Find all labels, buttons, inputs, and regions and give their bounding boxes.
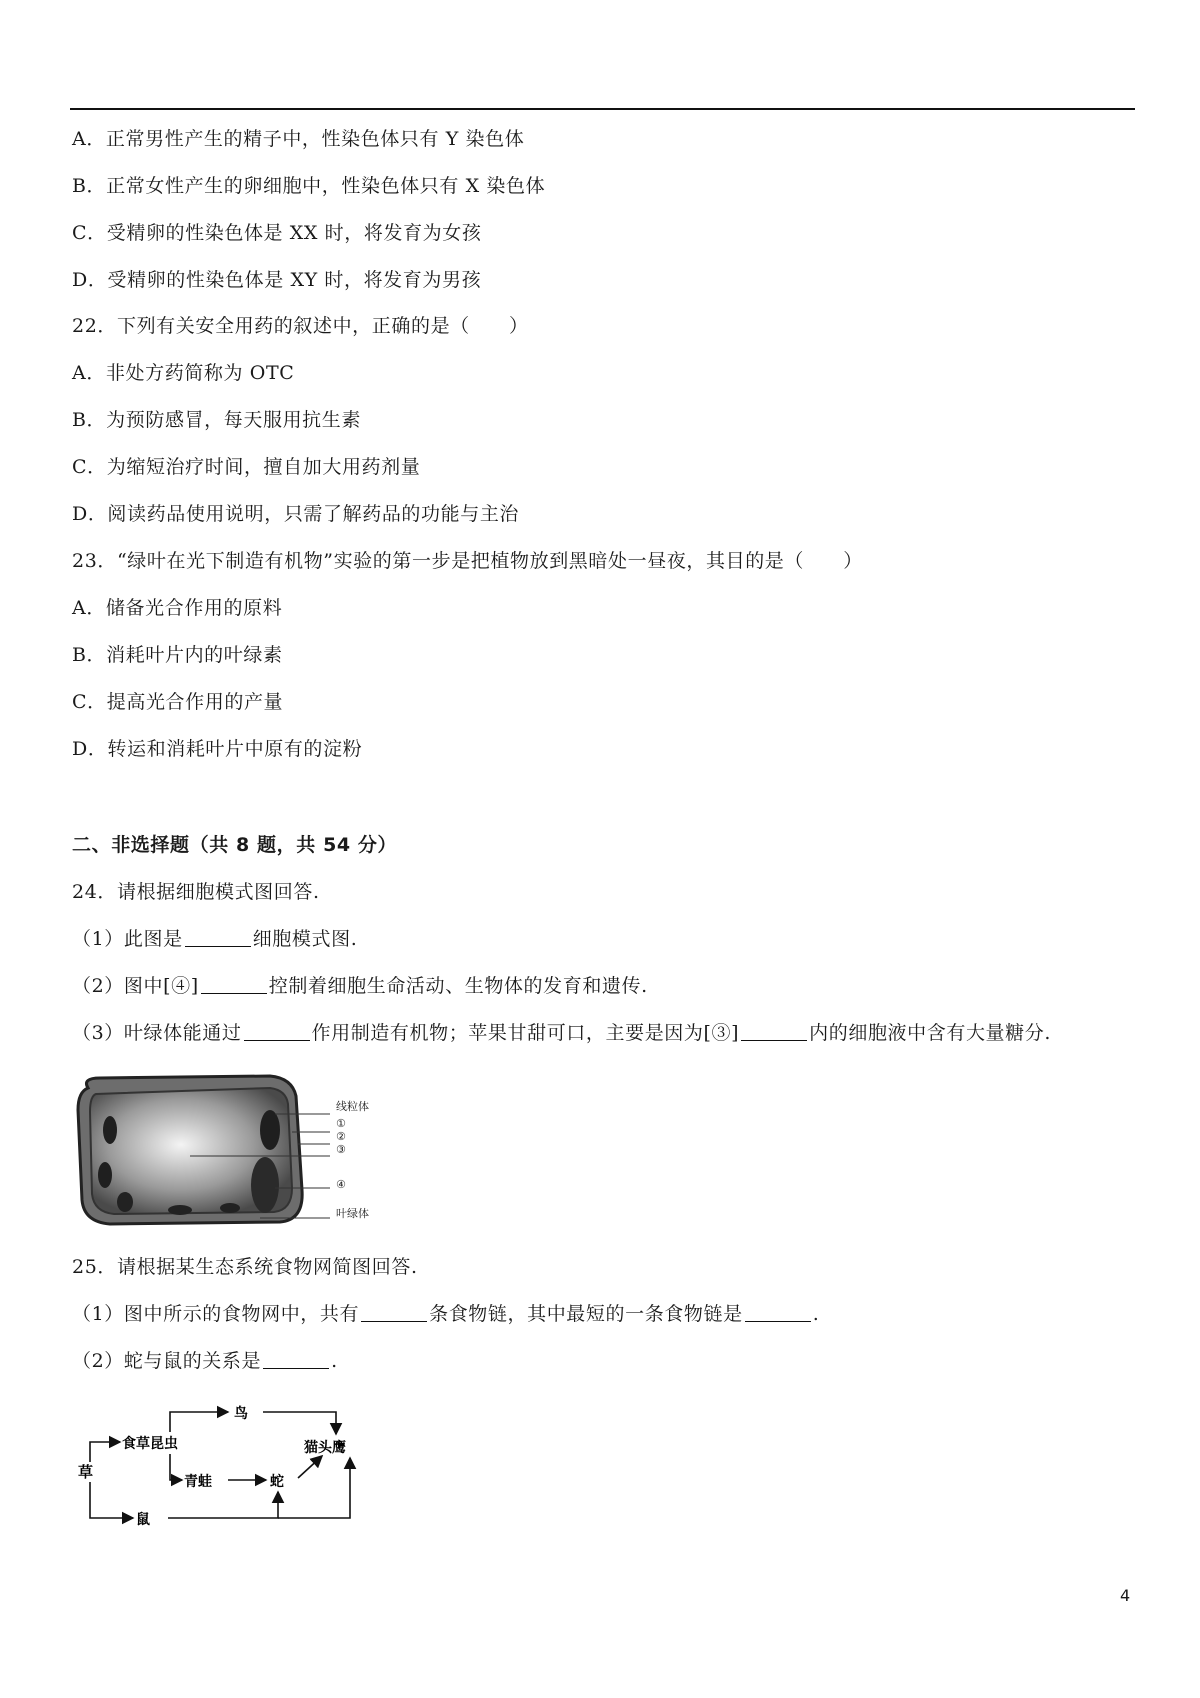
q24-stem: 24．请根据细胞模式图回答. bbox=[72, 881, 320, 903]
page-number: 4 bbox=[1120, 1586, 1131, 1605]
arrow-snake-owl bbox=[298, 1456, 322, 1478]
q24-part2-text-b: 控制着细胞生命活动、生物体的发育和遗传. bbox=[268, 975, 648, 997]
arrow-insect-bird bbox=[170, 1412, 228, 1432]
q23-option-c: C．提高光合作用的产量 bbox=[72, 691, 284, 713]
q21-option-c: C．受精卵的性染色体是 XX 时，将发育为女孩 bbox=[72, 222, 482, 244]
answer-blank[interactable] bbox=[361, 1303, 427, 1322]
arrow-bird-owl bbox=[263, 1412, 336, 1434]
arrow-insect-frog bbox=[170, 1454, 182, 1480]
answer-blank[interactable] bbox=[244, 1022, 310, 1041]
q24-part2 bbox=[72, 973, 648, 999]
answer-blank[interactable] bbox=[263, 1350, 329, 1369]
chloroplast-large bbox=[251, 1157, 279, 1213]
q25-part2-text-a: （2）蛇与鼠的关系是 bbox=[72, 1350, 262, 1372]
section-heading: 二、非选择题（共 8 题，共 54 分） bbox=[72, 834, 398, 856]
label-chloroplast: 叶绿体 bbox=[336, 1207, 369, 1220]
q24-part1-text-a: （1）此图是 bbox=[72, 928, 183, 950]
answer-blank[interactable] bbox=[741, 1022, 807, 1041]
label-mitochondria: 线粒体 bbox=[336, 1100, 369, 1113]
q25-stem: 25．请根据某生态系统食物网简图回答. bbox=[72, 1256, 418, 1278]
q25-part1-text-a: （1）图中所示的食物网中，共有 bbox=[72, 1303, 360, 1325]
q22-option-a: A．非处方药简称为 OTC bbox=[72, 362, 295, 384]
q23-option-a: A．储备光合作用的原料 bbox=[72, 597, 283, 619]
header-rule bbox=[70, 108, 1135, 110]
chloroplast bbox=[103, 1116, 117, 1144]
chloroplast bbox=[220, 1203, 240, 1213]
plant-cell-figure bbox=[70, 1070, 330, 1230]
label-1: ① bbox=[336, 1117, 346, 1130]
arrow-grass-insect bbox=[90, 1442, 120, 1462]
node-bird: 鸟 bbox=[234, 1406, 248, 1422]
q25-part1-text-b: 条食物链，其中最短的一条食物链是 bbox=[429, 1303, 743, 1325]
q24-part3 bbox=[72, 1020, 1051, 1046]
q21-option-d: D．受精卵的性染色体是 XY 时，将发育为男孩 bbox=[72, 269, 482, 291]
label-3: ③ bbox=[336, 1143, 346, 1156]
arrow-mouse-snake bbox=[168, 1492, 278, 1518]
q24-part1-text-b: 细胞模式图. bbox=[252, 928, 358, 950]
nucleus bbox=[260, 1110, 280, 1150]
q25-part2 bbox=[72, 1348, 338, 1374]
node-insect: 食草昆虫 bbox=[122, 1436, 178, 1452]
node-frog: 青蛙 bbox=[184, 1474, 212, 1490]
answer-blank[interactable] bbox=[185, 928, 251, 947]
q25-part2-text-b: . bbox=[331, 1350, 338, 1372]
q24-part3-text-b: 作用制造有机物；苹果甘甜可口，主要是因为[③] bbox=[311, 1022, 740, 1044]
node-owl: 猫头鹰 bbox=[304, 1440, 346, 1456]
node-mouse: 鼠 bbox=[136, 1512, 150, 1528]
q22-option-d: D．阅读药品使用说明，只需了解药品的功能与主治 bbox=[72, 503, 520, 525]
answer-blank[interactable] bbox=[201, 975, 267, 994]
chloroplast bbox=[98, 1162, 112, 1188]
q21-option-b: B．正常女性产生的卵细胞中，性染色体只有 X 染色体 bbox=[72, 175, 546, 197]
q25-part1 bbox=[72, 1301, 819, 1327]
q24-part1 bbox=[72, 926, 357, 952]
label-4: ④ bbox=[336, 1178, 346, 1191]
q23-option-b: B．消耗叶片内的叶绿素 bbox=[72, 644, 283, 666]
q22-option-c: C．为缩短治疗时间，擅自加大用药剂量 bbox=[72, 456, 421, 478]
node-snake: 蛇 bbox=[270, 1474, 284, 1490]
chloroplast bbox=[117, 1192, 133, 1212]
q25-part1-text-c: . bbox=[812, 1303, 820, 1325]
q23-option-d: D．转运和消耗叶片中原有的淀粉 bbox=[72, 738, 363, 760]
food-web-figure bbox=[78, 1400, 378, 1540]
q24-part3-text-a: （3）叶绿体能通过 bbox=[72, 1022, 242, 1044]
arrow-grass-mouse bbox=[90, 1482, 133, 1518]
label-2: ② bbox=[336, 1130, 346, 1143]
chloroplast bbox=[168, 1205, 192, 1215]
q24-part3-text-c: 内的细胞液中含有大量糖分. bbox=[809, 1022, 1051, 1044]
q22-stem: 22．下列有关安全用药的叙述中，正确的是（ ） bbox=[72, 315, 529, 337]
q22-option-b: B．为预防感冒，每天服用抗生素 bbox=[72, 409, 361, 431]
node-grass: 草 bbox=[78, 1463, 94, 1481]
answer-blank[interactable] bbox=[745, 1303, 811, 1322]
q24-part2-text-a: （2）图中[④] bbox=[72, 975, 199, 997]
q21-option-a: A．正常男性产生的精子中，性染色体只有 Y 染色体 bbox=[72, 128, 525, 150]
q23-stem: 23．“绿叶在光下制造有机物”实验的第一步是把植物放到黑暗处一昼夜，其目的是（ ） bbox=[72, 550, 863, 572]
arrow-mouse-owl bbox=[278, 1458, 350, 1518]
